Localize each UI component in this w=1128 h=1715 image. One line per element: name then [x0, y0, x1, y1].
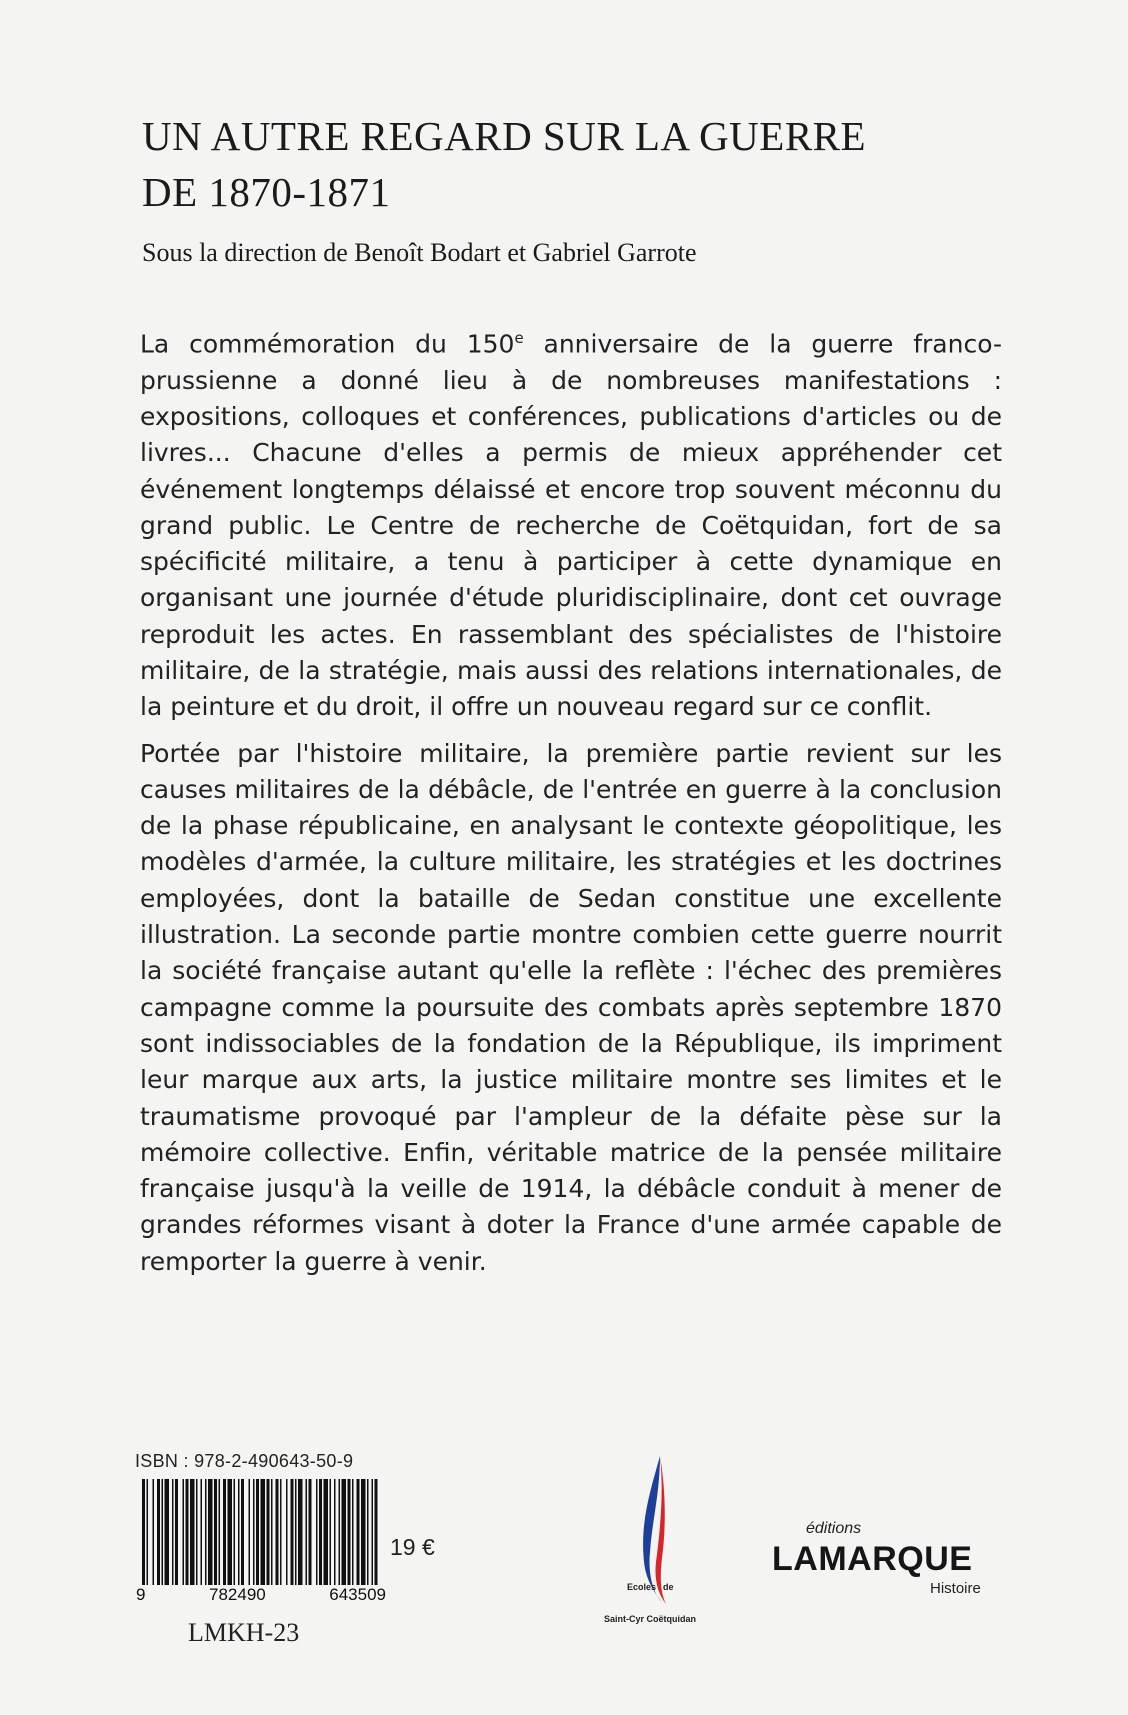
barcode-bar [319, 1479, 322, 1591]
barcode-bar [219, 1479, 221, 1591]
book-title-line-1: UN AUTRE REGARD SUR LA GUERRE [142, 113, 867, 159]
barcode-digit-group-3: 643509 [329, 1585, 386, 1604]
barcode-bar [357, 1479, 360, 1591]
barcode-bar [142, 1479, 145, 1591]
barcode-icon [134, 1479, 389, 1599]
barcode-bar [253, 1479, 255, 1591]
barcode-bar [348, 1479, 351, 1591]
barcode-bar [271, 1479, 273, 1591]
barcode-bar [238, 1479, 240, 1591]
blurb-paragraph-1 [140, 320, 1002, 726]
barcode-bar [306, 1479, 308, 1591]
barcode-bar [342, 1479, 347, 1591]
barcode-bar [367, 1479, 369, 1591]
barcode-bar [165, 1479, 170, 1591]
school-logo-text-bottom: Saint-Cyr Coëtquidan [603, 1614, 696, 1624]
barcode-bar [256, 1479, 259, 1591]
barcode-bar [153, 1479, 155, 1591]
school-logo-text-left: Ecoles [626, 1582, 656, 1592]
barcode-bar [375, 1479, 378, 1591]
barcode-bar [249, 1479, 251, 1591]
barcode-bar [372, 1479, 374, 1591]
blurb-paragraph-1-start: La commémoration du 150 [140, 329, 515, 359]
blurb-paragraph-1-rest: anniversaire de la guerre franco-prussienne a donné lieu à de nombreuses manifestations : expositions, colloques et conférences, publications d'articles ou de livres... Chacune d'elles a permis de mieux appréhender cet événement longtemps délaissé et encore trop souvent méconnu du grand public. Le Centre de recherche de Coëtquidan, fort de sa spécificité militaire, a tenu à participer à cette dynamique en organisant une journée d'étude pluridisciplinaire, dont cet ouvrage reproduit les actes. En rassemblant des spécialistes de l'histoire militaire, de la stratégie, mais aussi des relations internationales, de la peinture et du droit, il offre un nouveau regard sur ce conflit. [140, 329, 1002, 722]
book-title [142, 108, 1042, 220]
barcode-bar [190, 1479, 195, 1591]
barcode-bar [186, 1479, 189, 1591]
ordinal-superscript: e [514, 329, 524, 347]
barcode-bar [214, 1479, 217, 1591]
barcode-bar [234, 1479, 236, 1591]
barcode-bar [316, 1479, 318, 1591]
barcode-bar [223, 1479, 226, 1591]
barcode-bar [196, 1479, 198, 1591]
barcode-bar [361, 1479, 366, 1591]
blurb-paragraph-2: Portée par l'histoire militaire, la première partie revient sur les causes militaires de la débâcle, de l'entrée en guerre à la conclusion de la phase républicaine, en analysant le contexte géopolitique, les modèles d'armée, la culture militaire, les stratégies et les doctrines employées, dont la bataille de Sedan constitue une excellente illustration. La seconde partie montre combien cette guerre nourrit la société française autant qu'elle la reflète : l'échec des premières campagne comme la poursuite des combats après septembre 1870 sont indissociables de la fondation de la République, ils impriment leur marque aux arts, la justice militaire montre ses limites et le traumatisme provoqué par l'ampleur de la défaite pèse sur la mémoire collective. Enfin, véritable matrice de la pensée militaire française jusqu'à la veille de 1914, la débâcle conduit à mener de grandes réformes visant à doter la France d'une armée capable de remporter la guerre à venir. [140, 738, 1002, 1276]
barcode-digits [135, 1585, 387, 1605]
barcode-bar [241, 1479, 244, 1591]
isbn-label: ISBN : 978-2-490643-50-9 [135, 1451, 354, 1471]
barcode-bar [183, 1479, 185, 1591]
barcode-bar [324, 1479, 329, 1591]
barcode-bar [147, 1479, 149, 1591]
barcode-bar [175, 1479, 178, 1591]
publisher-collection: Histoire [930, 1580, 981, 1597]
price: 19 € [390, 1534, 435, 1560]
catalog-code: LMKH-23 [188, 1618, 300, 1647]
barcode-digit-group-2: 782490 [209, 1585, 266, 1604]
barcode-bar [162, 1479, 164, 1591]
publisher-editions: éditions [806, 1520, 862, 1537]
barcode-bar [339, 1479, 341, 1591]
barcode-bar [334, 1479, 336, 1591]
blurb [140, 320, 1002, 1280]
barcode-bar [172, 1479, 174, 1591]
barcode-bar [298, 1479, 303, 1591]
editors-line: Sous la direction de Benoît Bodart et Gabriel Garrote [142, 238, 697, 267]
barcode-bar [352, 1479, 354, 1591]
barcode-bar [205, 1479, 207, 1591]
barcode-bar [201, 1479, 203, 1591]
barcode-bar [276, 1479, 279, 1591]
barcode-bar [330, 1479, 332, 1591]
barcode-bar [286, 1479, 288, 1591]
barcode-bar [208, 1479, 213, 1591]
barcode-bar [261, 1479, 266, 1591]
barcode-bar [280, 1479, 282, 1591]
barcode-bar [157, 1479, 160, 1591]
barcode-bar [291, 1479, 294, 1591]
book-title-line-2: DE 1870-1871 [142, 169, 391, 215]
barcode-bar [267, 1479, 270, 1591]
barcode-bar [228, 1479, 233, 1591]
publisher-logo-name: LAMARQUE [772, 1540, 973, 1578]
school-logo-text-right: de [663, 1582, 674, 1592]
barcode-bar [309, 1479, 312, 1591]
barcode-bar [295, 1479, 297, 1591]
barcode-digit-group-1: 9 [136, 1585, 146, 1604]
